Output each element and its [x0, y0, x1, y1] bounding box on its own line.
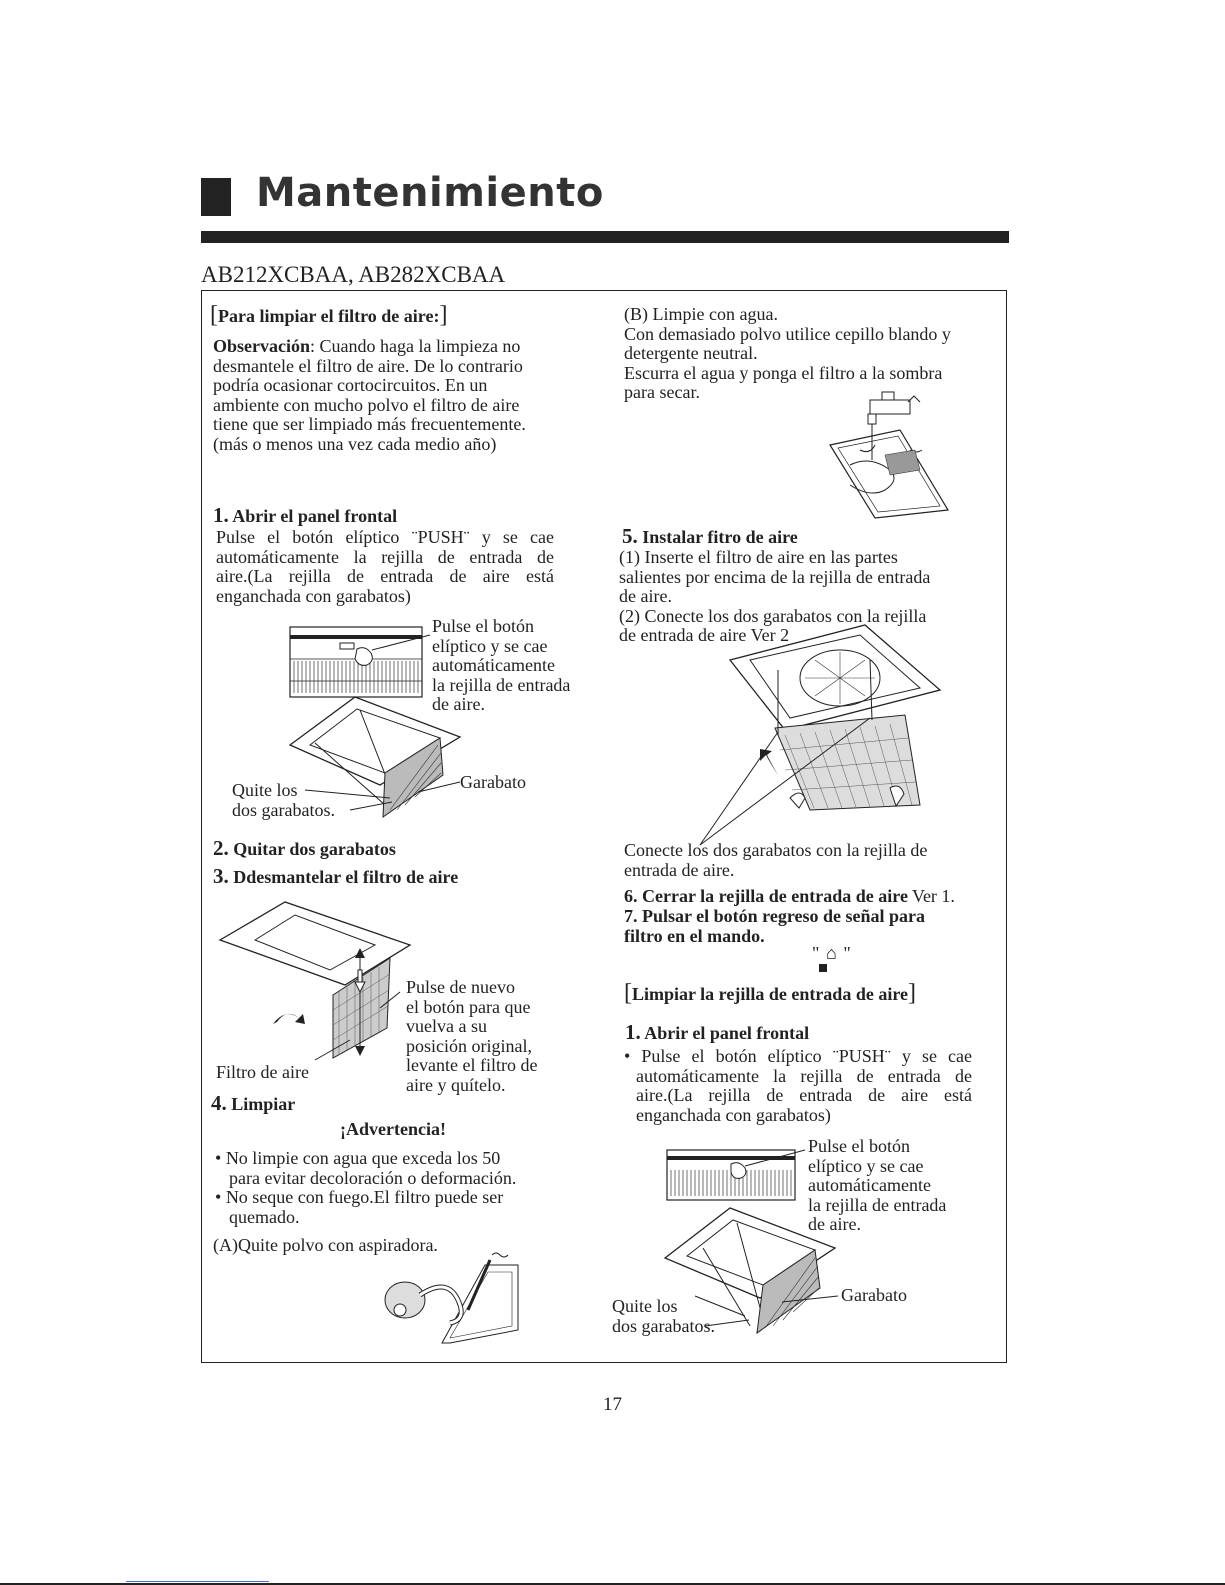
page-title: Mantenimiento: [256, 170, 604, 216]
fig-r-garabato-leader: [780, 1290, 840, 1310]
fig2-callout: Pulse de nuevo el botón para que vuelva a su posición original, levante el filtro de aire y quítelo.: [406, 977, 538, 1095]
figure-remove-filter: [215, 900, 425, 1065]
section-title-filter: [Para limpiar el filtro de aire:]: [210, 302, 448, 328]
step5-text: (1) Inserte el filtro de aire en las partes salientes por encima de la rejilla de entrada de aire. (2) Conecte los dos garabatos con la rejilla de entrada de aire Ver 2: [619, 547, 931, 645]
fig-r-callout: Pulse el botón elíptico y se cae automáticamente la rejilla de entrada de aire.: [808, 1136, 947, 1234]
figure-water-wash: [820, 390, 955, 520]
step3-heading: 3. Ddesmantelar el filtro de aire: [213, 864, 459, 888]
step1-heading: 1. Abrir el panel frontal: [213, 503, 398, 527]
warning-list: • No limpie con agua que exceda los 50 para evitar decoloración o deformación. • No seque con fuego.El filtro puede ser quemado.: [215, 1148, 517, 1227]
warning-item: • No limpie con agua que exceda los 50: [215, 1148, 501, 1168]
title-rule: [201, 231, 1009, 243]
section-title-grille: [Limpiar la rejilla de entrada de aire]: [624, 980, 916, 1006]
fig1-quite-label: Quite los dos garabatos.: [232, 780, 335, 820]
step5-heading: 5. Instalar fitro de aire: [622, 524, 798, 548]
link-underline: [126, 1581, 269, 1582]
fig5-caption: Conecte los dos garabatos con la rejilla de entrada de aire.: [624, 840, 928, 880]
filter-reset-icon: ⌂: [825, 943, 837, 963]
filter-reset-symbol: " ⌂ ": [812, 943, 851, 963]
figure-vacuum: [380, 1250, 530, 1345]
step1-text: Pulse el botón elíptico ¨PUSH¨ y se cae automáticamente la rejilla de entrada de aire.(La rejilla de entrada de aire está enganchada con garabatos): [216, 527, 554, 606]
step4-heading: 4. Limpiar: [211, 1091, 296, 1115]
step7-text: 7. Pulsar el botón regreso de señal para filtro en el mando.: [624, 906, 925, 946]
fig1-leader-lines: [300, 778, 470, 818]
observation-note: Observación: Cuando haga la limpieza no desmantele el filtro de aire. De lo contrario podría ocasionar cortocircuitos. En un ambiente con mucho polvo el filtro de aire tiene que ser limpiado más frecuentemente. (más o menos una vez cada medio año): [213, 336, 526, 454]
warning-title: ¡Advertencia!: [340, 1119, 446, 1139]
fig-r-garabato-label: Garabato: [841, 1285, 907, 1305]
figure-install-filter: [690, 620, 950, 845]
step6-line: 6. Cerrar la rejilla de entrada de aire Ver 1.: [624, 886, 955, 906]
fig1-callout: Pulse el botón elíptico y se cae automáticamente la rejilla de entrada de aire.: [432, 616, 571, 714]
r-step1-text: • Pulse el botón elíptico ¨PUSH¨ y se cae automáticamente la rejilla de entrada de aire.(La rejilla de entrada de aire está enganchada con garabatos): [624, 1046, 972, 1125]
fig-r-quite-label: Quite los dos garabatos.: [612, 1296, 715, 1336]
fig1-garabato-label: Garabato: [460, 772, 526, 792]
step-a-text: (A)Quite polvo con aspiradora.: [213, 1235, 438, 1255]
title-marker: [201, 178, 231, 216]
model-numbers: AB212XCBAA, AB282XCBAA: [201, 262, 506, 287]
fig2-filtro-label: Filtro de aire: [216, 1062, 309, 1082]
filter-button-icon: [819, 964, 827, 972]
warning-item: • No seque con fuego.El filtro puede ser: [215, 1187, 504, 1207]
page-number: 17: [603, 1394, 622, 1415]
step2-heading: 2. Quitar dos garabatos: [213, 836, 396, 860]
r-step1-heading: 1. Abrir el panel frontal: [625, 1020, 810, 1044]
step-b-text: (B) Limpie con agua. Con demasiado polvo utilice cepillo blando y detergente neutral. Escurra el agua y ponga el filtro a la sombra para secar.: [624, 304, 951, 402]
